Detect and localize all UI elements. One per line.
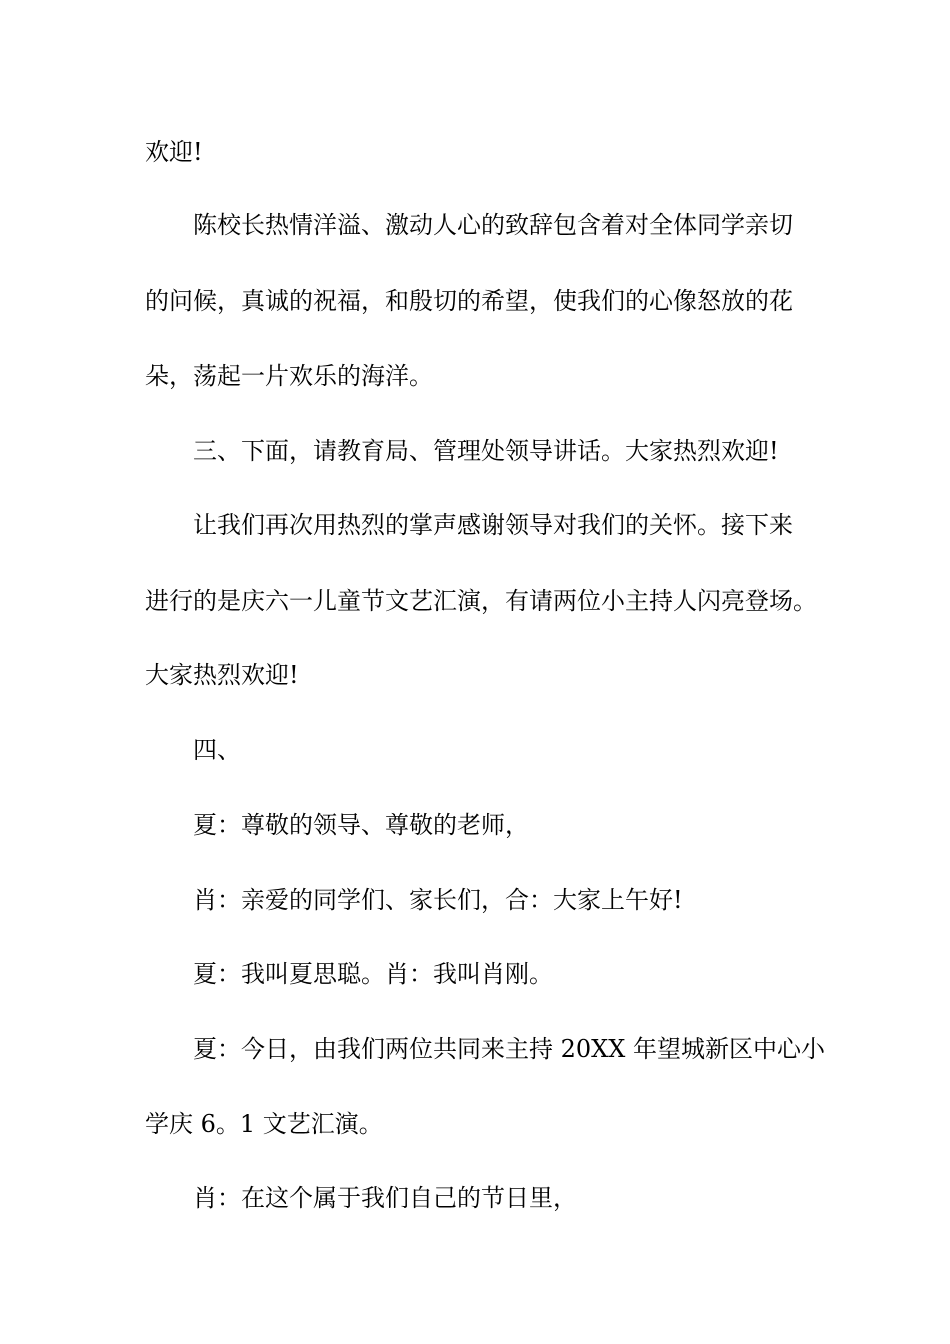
text-line: 肖：在这个属于我们自己的节日里， [193,1184,577,1212]
text-line: 三、下面，请教育局、管理处领导讲话。大家热烈欢迎! [193,437,779,465]
text-line: 夏：今日，由我们两位共同来主持 20XX 年望城新区中心小 [193,1035,825,1063]
text-line: 让我们再次用热烈的掌声感谢领导对我们的关怀。接下来 [193,511,793,539]
text-line: 朵，荡起一片欢乐的海洋。 [145,362,433,390]
text-line: 四、 [193,736,241,764]
text-line: 陈校长热情洋溢、激动人心的致辞包含着对全体同学亲切 [193,211,793,239]
text-line: 欢迎! [145,138,203,166]
text-line: 夏：我叫夏思聪。肖：我叫肖刚。 [193,960,553,988]
text-line: 的问候，真诚的祝福，和殷切的希望，使我们的心像怒放的花 [145,287,793,315]
text-line: 肖：亲爱的同学们、家长们，合：大家上午好! [193,886,683,914]
text-line: 学庆 6。1 文艺汇演。 [145,1110,383,1138]
text-line: 夏：尊敬的领导、尊敬的老师， [193,811,529,839]
text-line: 大家热烈欢迎! [145,661,299,689]
text-line: 进行的是庆六一儿童节文艺汇演，有请两位小主持人闪亮登场。 [145,587,817,615]
